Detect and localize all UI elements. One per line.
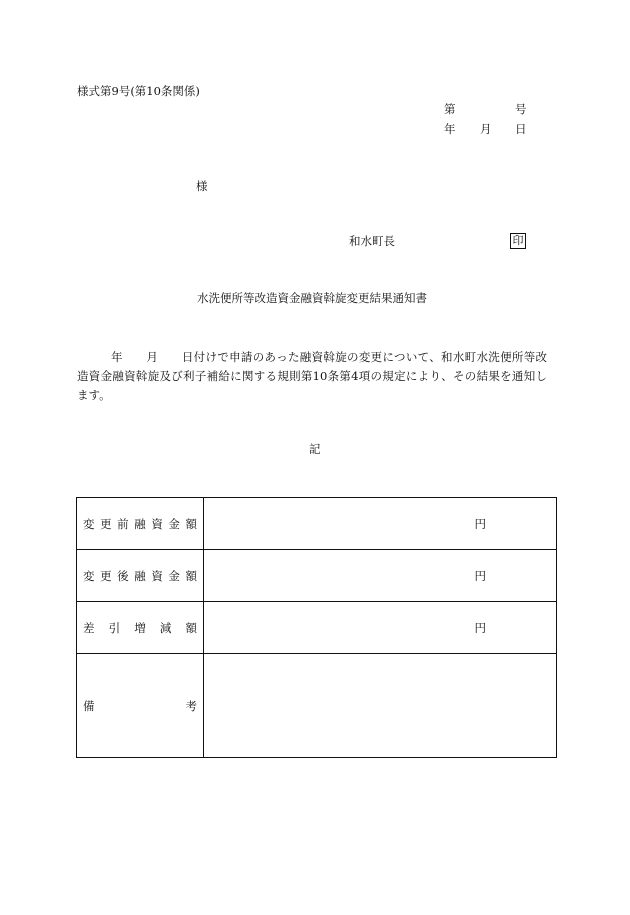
yen-unit: 円	[474, 516, 486, 531]
row-label: 変 更 後 融 資 金 額	[77, 550, 204, 602]
date-year: 年	[444, 122, 456, 136]
yen-unit: 円	[474, 620, 486, 635]
yen-unit: 円	[474, 568, 486, 583]
doc-number-go: 号	[515, 102, 527, 116]
row-label: 差 引 増 減 額	[77, 602, 204, 654]
amount-cell	[204, 550, 557, 602]
amount-cell	[204, 498, 557, 550]
remarks-cell	[204, 654, 557, 758]
form-number: 様式第9号(第10条関係)	[77, 84, 200, 98]
table-row	[77, 498, 557, 550]
row-label: 変 更 前 融 資 金 額	[77, 498, 204, 550]
amount-cell	[204, 602, 557, 654]
table-row	[77, 654, 557, 758]
seal-mark: 印	[510, 233, 526, 249]
document-title: 水洗便所等改造資金融資斡旋変更結果通知書	[197, 291, 427, 305]
date-month: 月	[480, 122, 492, 136]
table-row	[77, 602, 557, 654]
table-row	[77, 550, 557, 602]
body-paragraph: 年 月 日付けで申請のあった融資斡旋の変更について、和水町水洗便所等改造資金融資斡旋及び利子補給に関する規則第10条第4項の規定により、その結果を通知します。	[77, 350, 547, 402]
details-table	[76, 497, 557, 758]
addressee-honorific: 様	[196, 179, 208, 193]
issuer: 和水町長	[349, 234, 395, 248]
row-label: 備 考	[77, 654, 204, 758]
date-day: 日	[515, 122, 527, 136]
doc-number-dai: 第	[444, 102, 456, 116]
ki-heading: 記	[309, 442, 321, 456]
